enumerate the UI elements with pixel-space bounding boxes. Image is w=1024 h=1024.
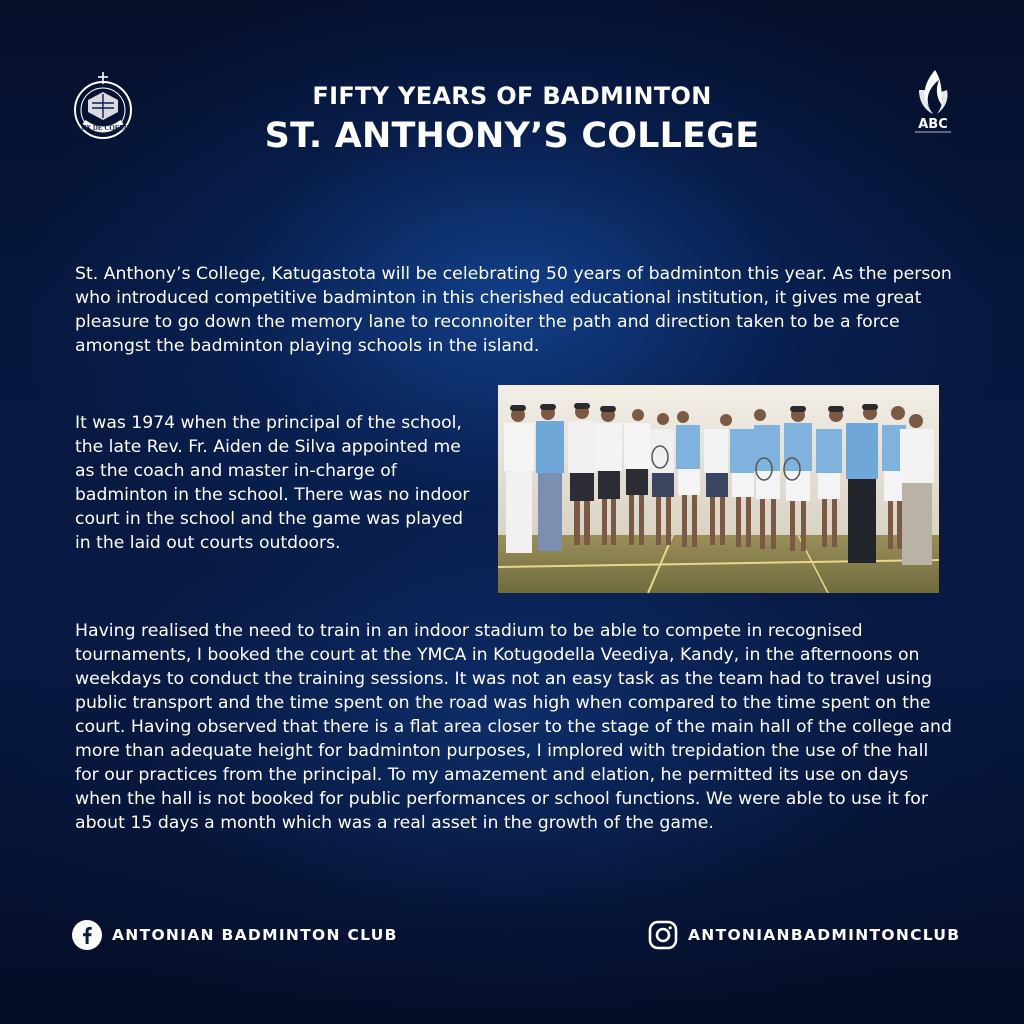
history-paragraph: It was 1974 when the principal of the school, the late Rev. Fr. Aiden de Silva appointed me as the coach and master in-charge of badminton in the school. There was no indoor court in the school and the game was played in the laid out courts outdoors.	[75, 413, 470, 553]
kicker-title: FIFTY YEARS OF BADMINTON	[312, 82, 712, 110]
instagram-icon	[648, 920, 678, 950]
abc-logo-text: ABC	[918, 117, 948, 132]
facebook-label: ANTONIAN BADMINTON CLUB	[112, 926, 398, 944]
instagram-link[interactable]	[648, 920, 960, 950]
intro-paragraph: St. Anthony’s College, Katugastota will be celebrating 50 years of badminton this year. As the person who introduced competitive badminton in this cherished educational institution, it gives me great pleasure to go down the memory lane to reconnoiter the path and direction taken to be a force amongst the badminton playing schools in the island.	[75, 264, 952, 356]
team-photo	[498, 385, 939, 593]
crest-motto: LUX DE COELO	[76, 124, 130, 132]
facebook-icon	[72, 920, 102, 950]
training-paragraph: Having realised the need to train in an indoor stadium to be able to compete in recognised tournaments, I booked the court at the YMCA in Kotugodella Veediya, Kandy, in the afternoons on weekdays to conduct the training sessions. It was not an easy task as the team had to travel using public transport and the time spent on the road was high when compared to the time spent on the court. Having observed that there is a flat area closer to the stage of the main hall of the college and more than adequate height for badminton purposes, I implored with trepidation the use of the hall for our practices from the principal. To my amazement and elation, he permitted its use on days when the hall is not booked for public performances or school functions. We were able to use it for about 15 days a month which was a real asset in the growth of the game.	[75, 621, 952, 833]
facebook-link[interactable]	[72, 920, 398, 950]
instagram-label: ANTONIANBADMINTONCLUB	[688, 926, 961, 944]
page-title: ST. ANTHONY’S COLLEGE	[264, 116, 760, 156]
